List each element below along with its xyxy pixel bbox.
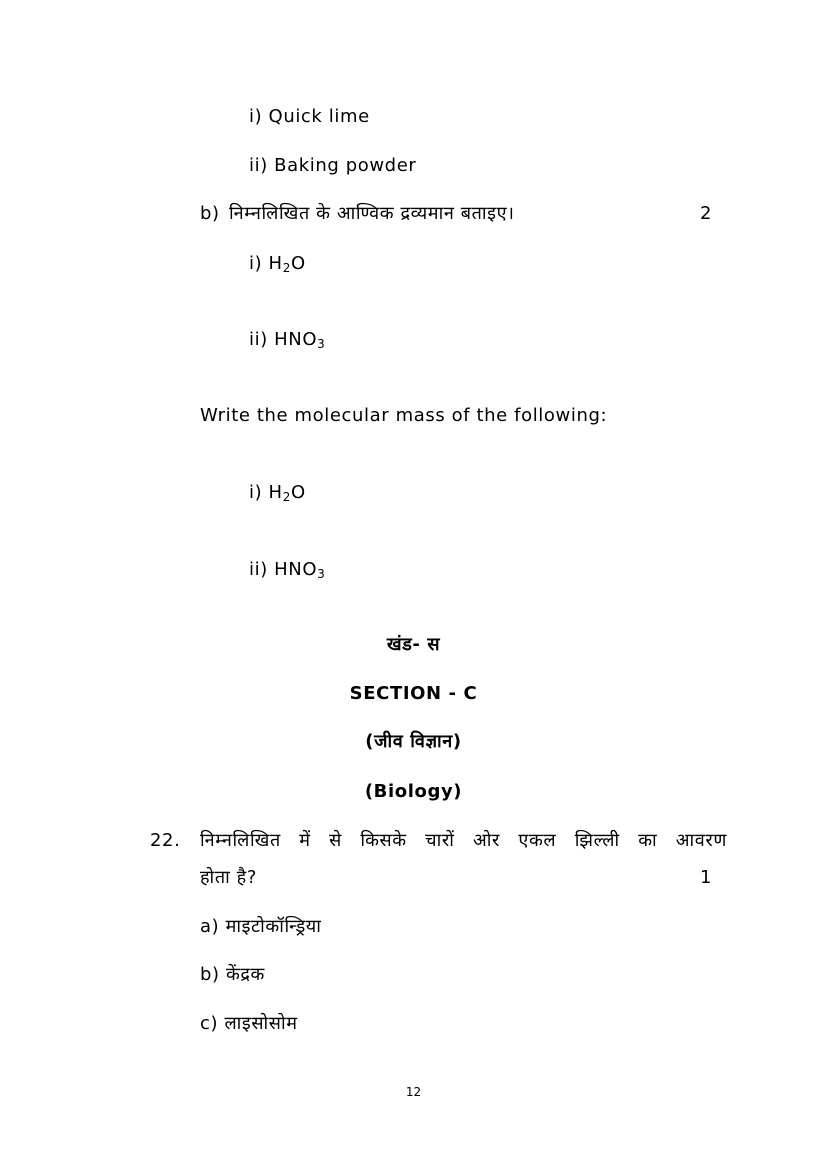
question-22-number: 22. (150, 830, 181, 851)
english-item-h2o: i) $H_2O$ (249, 482, 306, 504)
question-22-text-line2: होता है? (200, 867, 257, 888)
question-b-label: b) (200, 203, 220, 224)
subject-hindi-heading: (जीव विज्ञान) (365, 731, 462, 752)
option-baking-powder: ii) Baking powder (249, 155, 417, 176)
english-item-hno3: ii) $HNO_3$ (249, 559, 326, 581)
page-number: 12 (405, 1085, 422, 1099)
option-b: b) केंद्रक (200, 964, 265, 985)
option-quick-lime: i) Quick lime (249, 106, 370, 127)
section-english-heading: SECTION - C (349, 683, 478, 704)
section-hindi-heading: खंड- स (386, 634, 441, 655)
question-b-english-text: Write the molecular mass of the following: (200, 405, 608, 426)
question-b-hindi-text: निम्नलिखित के आण्विक द्रव्यमान बताइए। (229, 203, 515, 224)
question-b-marks: 2 (699, 203, 712, 224)
hindi-item-h2o: i) $H_2O$ (249, 253, 306, 275)
option-c: c) लाइसोसोम (200, 1013, 298, 1034)
subject-english-heading: (Biology) (364, 781, 463, 802)
hindi-item-hno3: ii) $HNO_3$ (249, 329, 326, 351)
question-22-text-line1: निम्नलिखित में से किसके चारों ओर एकल झिल्ली का आवरण (200, 830, 727, 851)
question-22-marks: 1 (699, 867, 712, 888)
option-a: a) माइटोकॉन्ड्रिया (200, 916, 322, 937)
